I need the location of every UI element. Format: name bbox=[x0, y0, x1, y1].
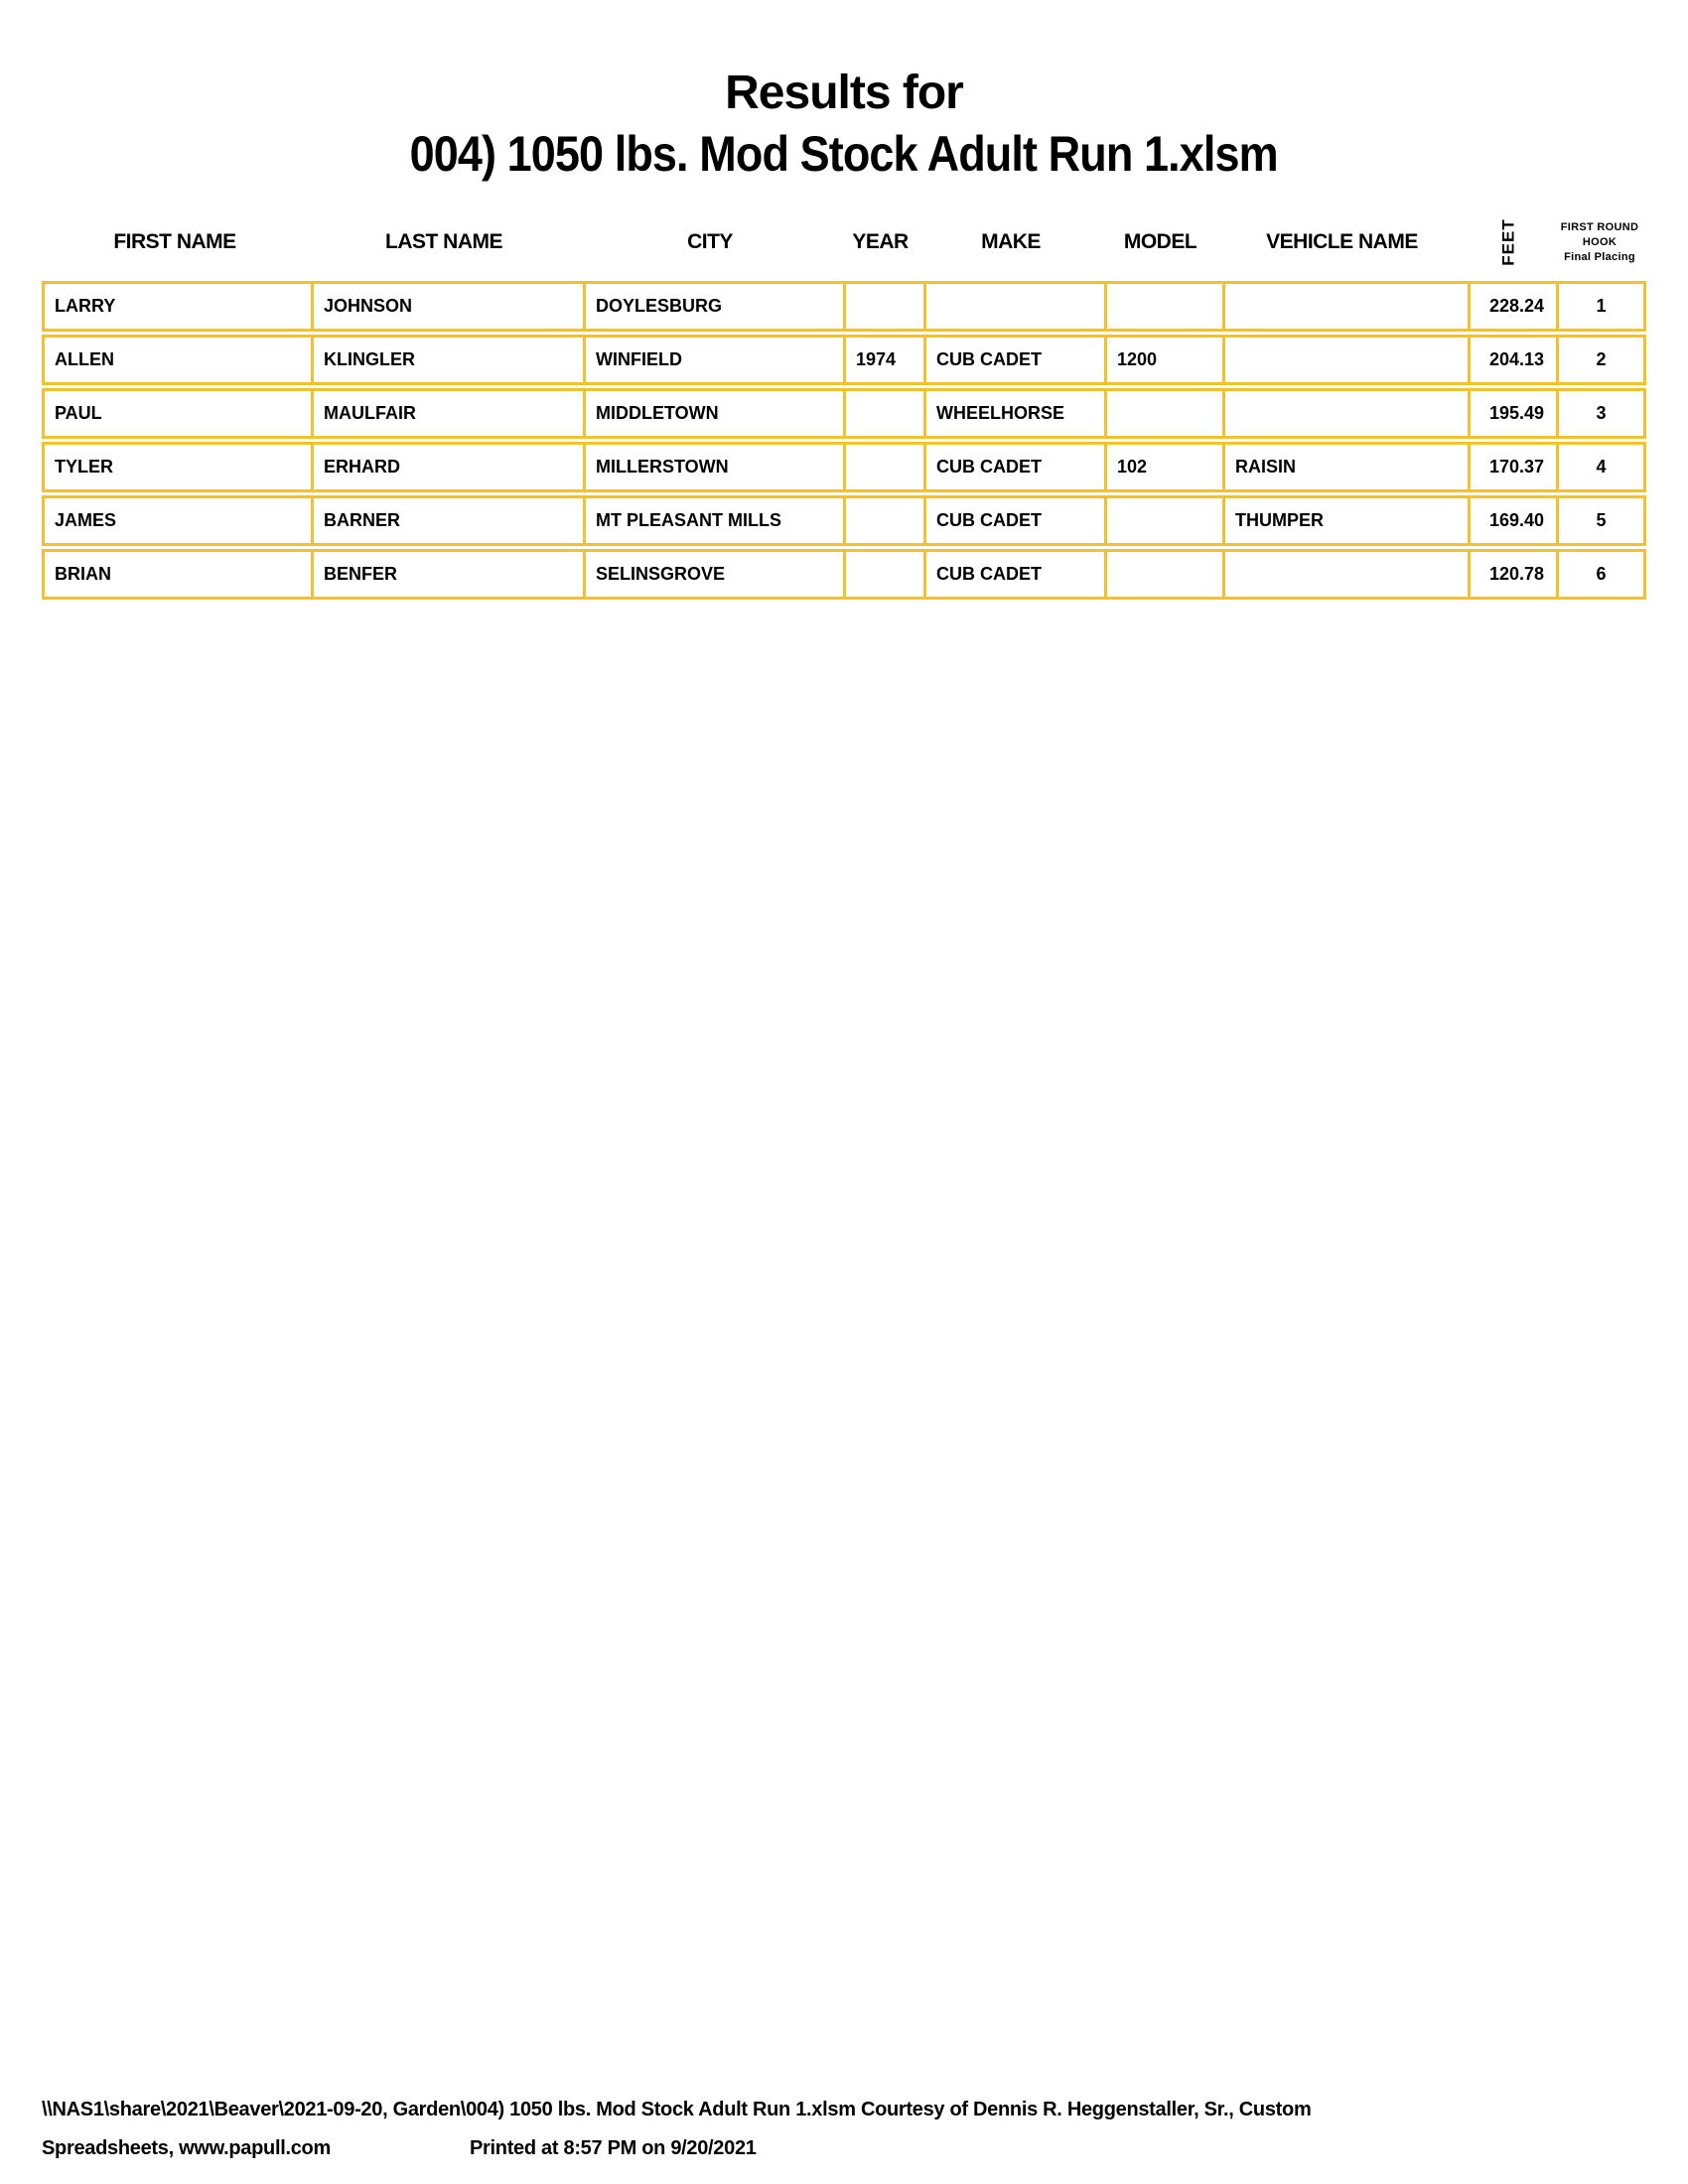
cell-year bbox=[843, 391, 923, 436]
cell-placing: 6 bbox=[1556, 552, 1643, 597]
column-header-make: MAKE bbox=[981, 230, 1041, 253]
table-row bbox=[42, 549, 1646, 600]
cell-placing: 4 bbox=[1556, 445, 1643, 489]
cell-last-name: ERHARD bbox=[311, 445, 583, 489]
cell-model bbox=[1104, 552, 1222, 597]
cell-year bbox=[843, 284, 923, 329]
page-subtitle bbox=[0, 125, 1688, 183]
footer-path-line: \\NAS1\share\2021\Beaver\2021-09-20, Garden\004) 1050 lbs. Mod Stock Adult Run 1.xlsm Courtesy of Dennis R. Heggenstaller, Sr., Custom bbox=[42, 2099, 1312, 2120]
cell-vehicle-name bbox=[1222, 391, 1468, 436]
cell-last-name: JOHNSON bbox=[311, 284, 583, 329]
cell-first-name: PAUL bbox=[55, 403, 102, 423]
cell-city: DOYLESBURG bbox=[583, 284, 843, 329]
column-header-vehicle-name: VEHICLE NAME bbox=[1266, 230, 1418, 253]
footer-website-text: Spreadsheets, www.papull.com bbox=[42, 2137, 331, 2159]
cell-model: 102 bbox=[1104, 445, 1222, 489]
cell-first-name: ALLEN bbox=[55, 349, 114, 369]
cell-vehicle-name bbox=[1222, 284, 1468, 329]
page-footer bbox=[42, 2091, 1650, 2168]
table-row bbox=[42, 388, 1646, 439]
hook-header-line3: Final Placing bbox=[1564, 250, 1635, 263]
hook-header-line2: HOOK bbox=[1582, 235, 1618, 248]
column-header-model: MODEL bbox=[1123, 230, 1197, 253]
column-header-feet bbox=[1465, 204, 1553, 281]
table-body bbox=[42, 281, 1646, 600]
page-subtitle-text: 004) 1050 lbs. Mod Stock Adult Run 1.xlsm bbox=[409, 126, 1279, 182]
cell-feet: 169.40 bbox=[1468, 498, 1556, 543]
cell-last-name: BENFER bbox=[311, 552, 583, 597]
cell-last-name: KLINGLER bbox=[311, 338, 583, 382]
cell-city: MILLERSTOWN bbox=[583, 445, 843, 489]
cell-model bbox=[1104, 391, 1222, 436]
cell-year bbox=[843, 552, 923, 597]
column-header-year: YEAR bbox=[852, 230, 909, 253]
column-header-city: CITY bbox=[687, 230, 733, 253]
cell-last-name: BARNER bbox=[311, 498, 583, 543]
cell-vehicle-name bbox=[1222, 338, 1468, 382]
cell-make: WHEELHORSE bbox=[923, 391, 1104, 436]
cell-vehicle-name: RAISIN bbox=[1222, 445, 1468, 489]
cell-make bbox=[923, 284, 1104, 329]
cell-model bbox=[1104, 498, 1222, 543]
cell-make: CUB CADET bbox=[923, 445, 1104, 489]
cell-last-name: MAULFAIR bbox=[311, 391, 583, 436]
feet-rotated-label: FEET bbox=[1498, 218, 1518, 266]
cell-placing: 2 bbox=[1556, 338, 1643, 382]
cell-city: MIDDLETOWN bbox=[583, 391, 843, 436]
table-row bbox=[42, 335, 1646, 385]
cell-year: 1974 bbox=[843, 338, 923, 382]
cell-first-name: JAMES bbox=[55, 510, 117, 530]
cell-city: SELINSGROVE bbox=[583, 552, 843, 597]
footer-printed-timestamp: Printed at 8:57 PM on 9/20/2021 bbox=[470, 2137, 757, 2159]
results-table bbox=[42, 204, 1646, 603]
footer-second-line bbox=[42, 2129, 1650, 2168]
cell-feet: 204.13 bbox=[1468, 338, 1556, 382]
cell-model bbox=[1104, 284, 1222, 329]
cell-feet: 195.49 bbox=[1468, 391, 1556, 436]
cell-city: MT PLEASANT MILLS bbox=[583, 498, 843, 543]
column-header-last-name: LAST NAME bbox=[385, 230, 502, 253]
cell-placing: 1 bbox=[1556, 284, 1643, 329]
cell-make: CUB CADET bbox=[923, 498, 1104, 543]
cell-vehicle-name bbox=[1222, 552, 1468, 597]
cell-year bbox=[843, 498, 923, 543]
cell-first-name: BRIAN bbox=[55, 564, 111, 584]
column-header-first-name: FIRST NAME bbox=[113, 230, 236, 253]
cell-make: CUB CADET bbox=[923, 552, 1104, 597]
table-row bbox=[42, 281, 1646, 332]
cell-feet: 120.78 bbox=[1468, 552, 1556, 597]
cell-year bbox=[843, 445, 923, 489]
cell-vehicle-name: THUMPER bbox=[1222, 498, 1468, 543]
cell-city: WINFIELD bbox=[583, 338, 843, 382]
table-row bbox=[42, 442, 1646, 492]
hook-header-line1: FIRST ROUND bbox=[1560, 220, 1639, 233]
cell-placing: 5 bbox=[1556, 498, 1643, 543]
cell-feet: 170.37 bbox=[1468, 445, 1556, 489]
cell-first-name: LARRY bbox=[55, 296, 116, 316]
cell-placing: 3 bbox=[1556, 391, 1643, 436]
column-header-first-round-hook bbox=[1553, 204, 1646, 281]
page-title: Results for bbox=[725, 67, 963, 119]
table-row bbox=[42, 495, 1646, 546]
header-row bbox=[42, 204, 1646, 281]
cell-make: CUB CADET bbox=[923, 338, 1104, 382]
cell-model: 1200 bbox=[1104, 338, 1222, 382]
cell-feet: 228.24 bbox=[1468, 284, 1556, 329]
cell-first-name: TYLER bbox=[55, 457, 114, 477]
